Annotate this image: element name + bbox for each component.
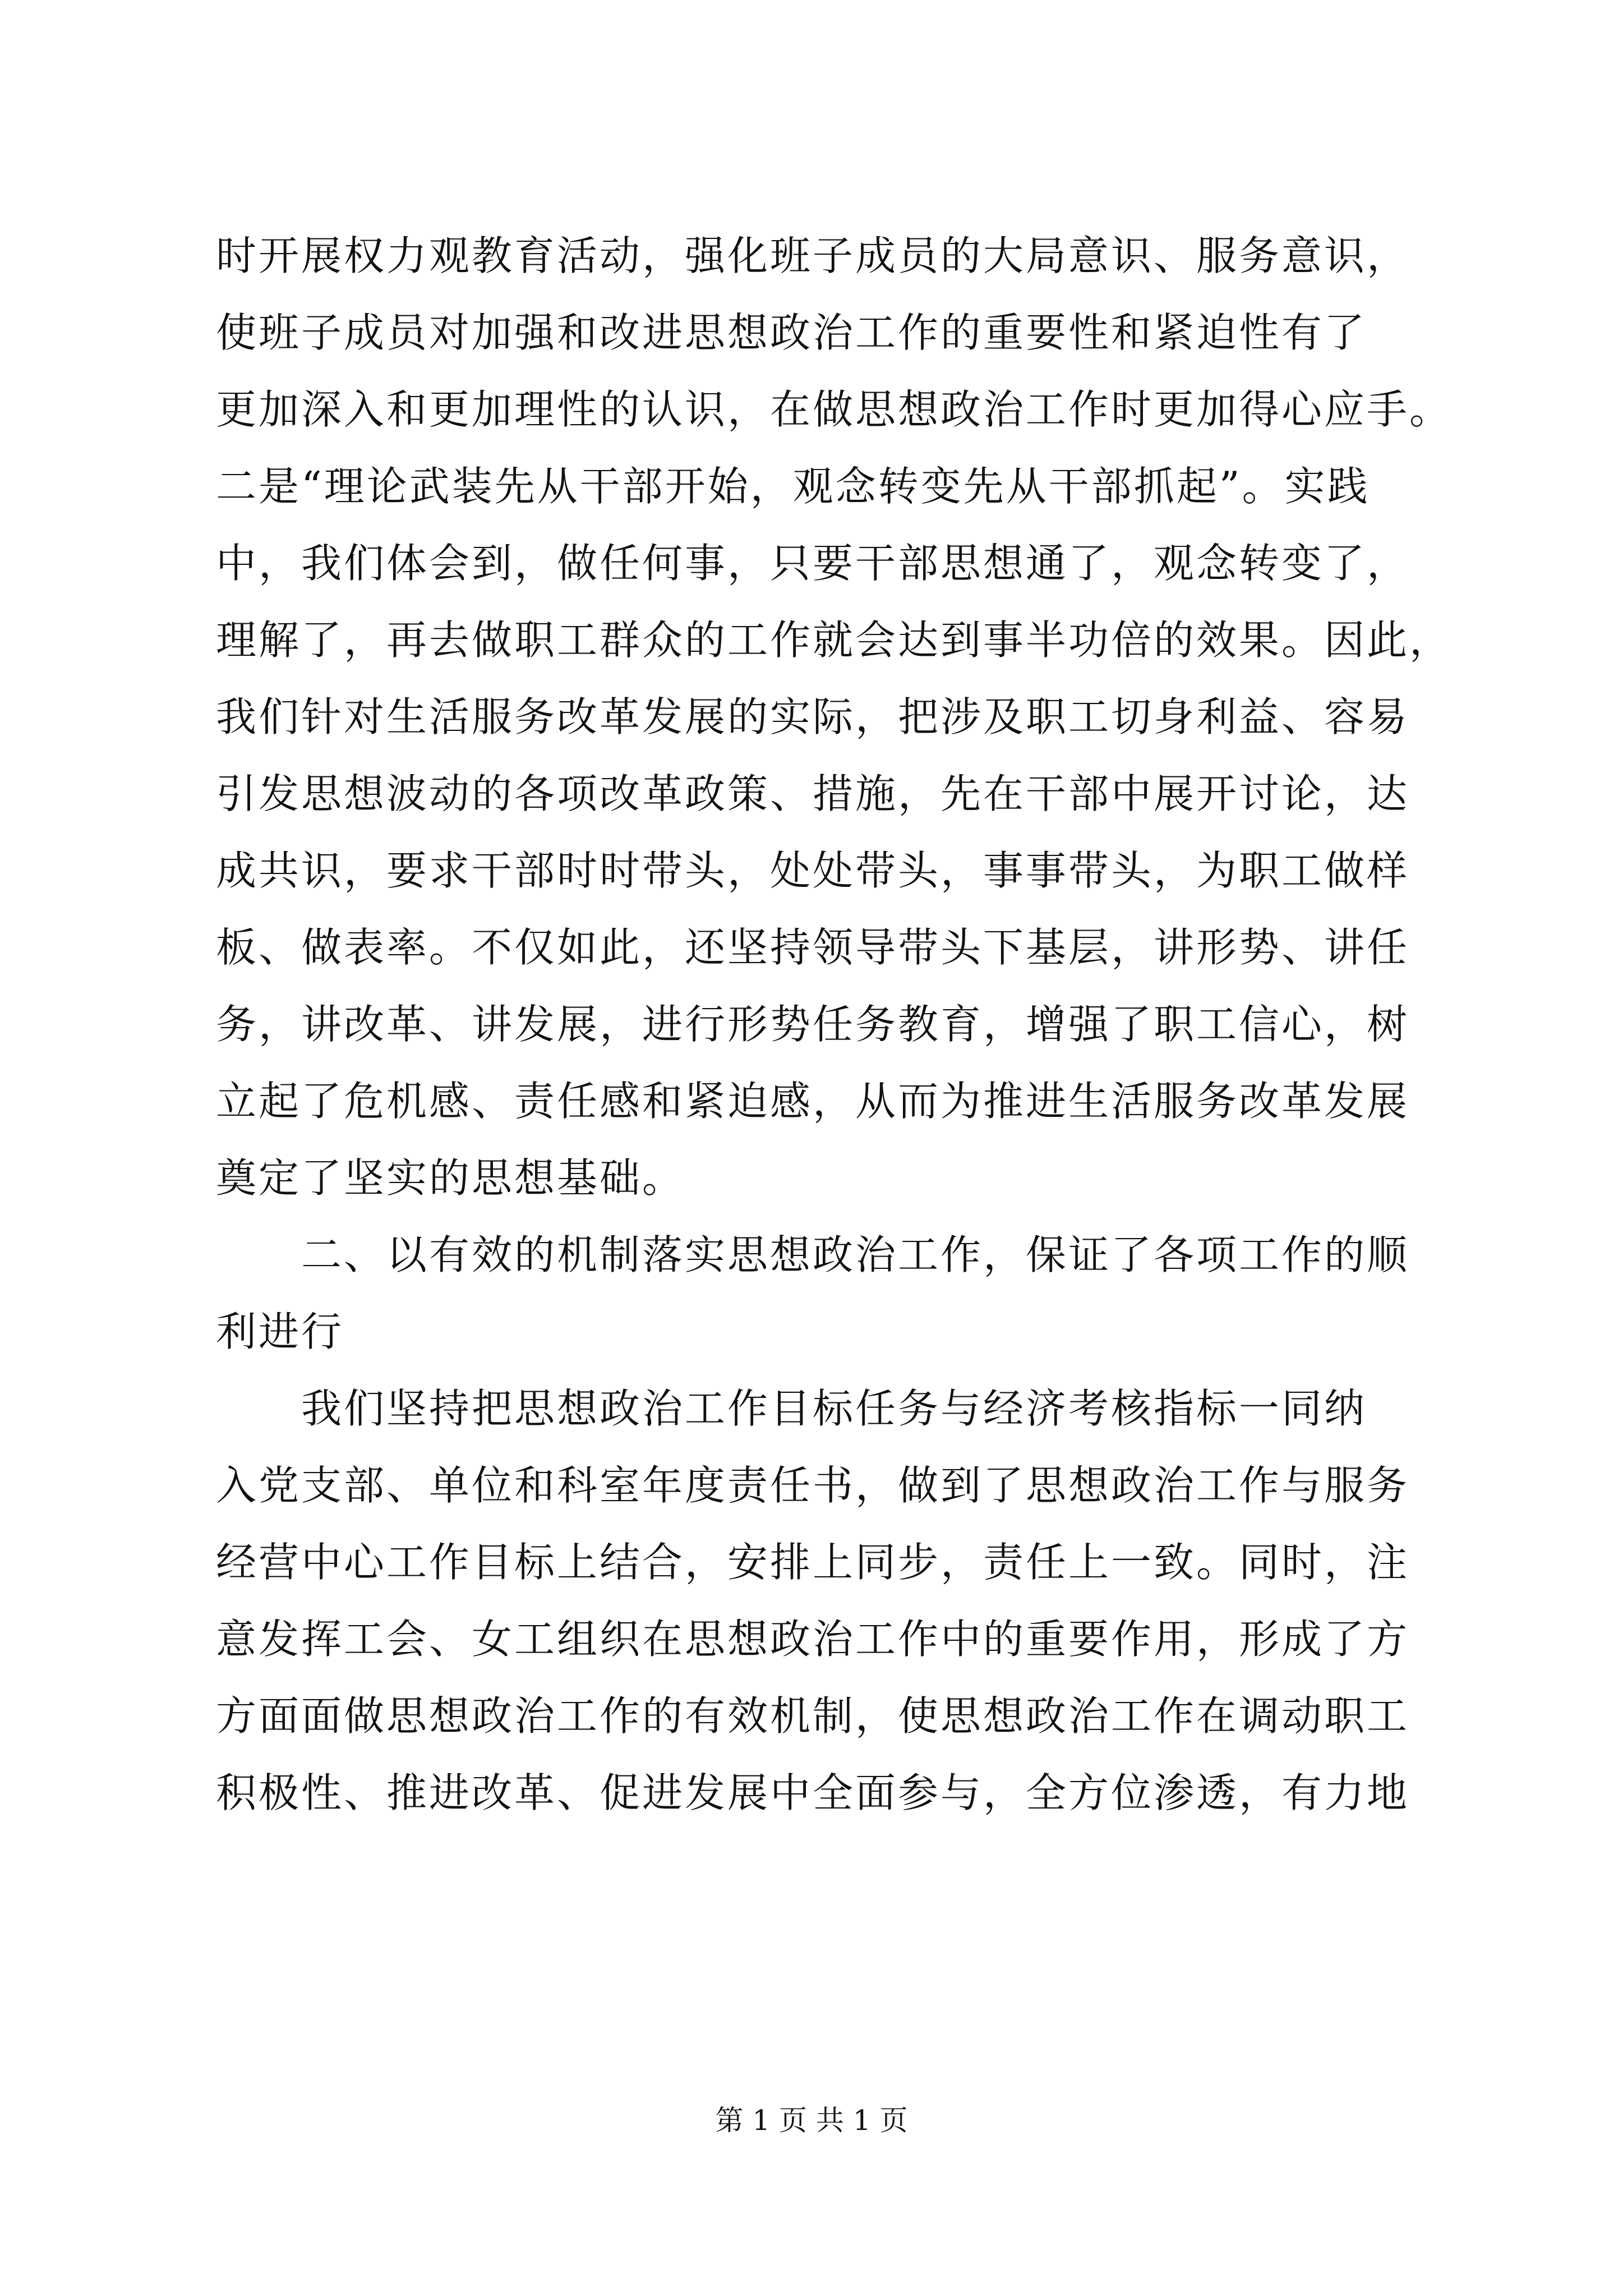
text-line: 经营中心工作目标上结合，安排上同步，责任上一致。同时，注	[216, 1539, 1410, 1586]
text-line: 使班子成员对加强和改进思想政治工作的重要性和紧迫性有了	[216, 309, 1367, 356]
text-line: 二是“理论武装先从干部开始，观念转变先从干部抓起”。实践	[216, 463, 1370, 510]
text-line: 更加深入和更加理性的认识，在做思想政治工作时更加得心应手。	[216, 386, 1453, 433]
section-heading-continuation: 利进行	[216, 1308, 344, 1355]
text-line: 方面面做思想政治工作的有效机制，使思想政治工作在调动职工	[216, 1692, 1410, 1740]
text-line: 务，讲改革、讲发展，进行形势任务教育，增强了职工信心，树	[216, 1001, 1410, 1048]
section-heading: 二、以有效的机制落实思想政治工作，保证了各项工作的顺	[301, 1231, 1410, 1278]
text-line: 立起了危机感、责任感和紧迫感，从而为推进生活服务改革发展	[216, 1078, 1410, 1125]
text-line: 成共识，要求干部时时带头，处处带头，事事带头，为职工做样	[216, 847, 1410, 894]
text-line: 奠定了坚实的思想基础。	[216, 1154, 685, 1202]
page-number-label: 第 1 页 共 1 页	[715, 2104, 908, 2137]
text-line: 中，我们体会到，做任何事，只要干部思想通了，观念转变了，	[216, 540, 1410, 587]
text-line: 板、做表率。不仅如此，还坚持领导带头下基层，讲形势、讲任	[216, 924, 1410, 971]
paragraph-start-line: 我们坚持把思想政治工作目标任务与经济考核指标一同纳	[301, 1385, 1367, 1432]
text-line: 意发挥工会、女工组织在思想政治工作中的重要作用，形成了方	[216, 1616, 1410, 1663]
text-line: 入党支部、单位和科室年度责任书，做到了思想政治工作与服务	[216, 1462, 1410, 1509]
text-line: 积极性、推进改革、促进发展中全面参与，全方位渗透，有力地	[216, 1769, 1410, 1816]
text-line: 我们针对生活服务改革发展的实际，把涉及职工切身利益、容易	[216, 693, 1410, 740]
document-body	[216, 218, 1453, 1832]
text-line: 引发思想波动的各项改革政策、措施，先在干部中展开讨论，达	[216, 770, 1410, 817]
text-line: 时开展权力观教育活动，强化班子成员的大局意识、服务意识，	[216, 232, 1410, 279]
page-footer	[0, 2101, 1623, 2140]
text-line: 理解了，再去做职工群众的工作就会达到事半功倍的效果。因此，	[216, 616, 1453, 664]
